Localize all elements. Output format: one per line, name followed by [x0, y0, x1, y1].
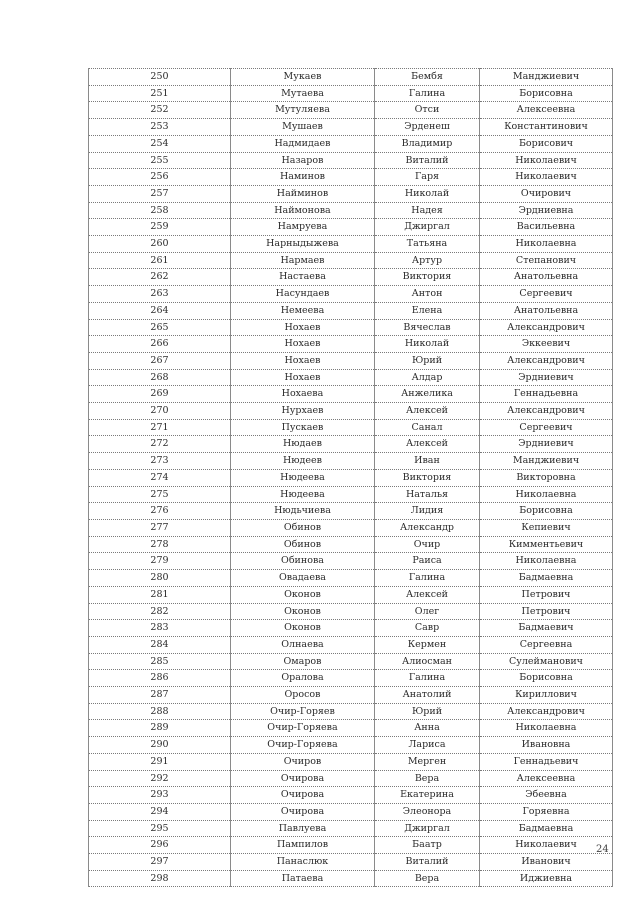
patronymic-cell: Кимментьевич [480, 536, 613, 553]
row-number-cell: 261 [89, 252, 231, 269]
patronymic-cell: Алексеевна [480, 770, 613, 787]
row-number-cell: 265 [89, 319, 231, 336]
row-number-cell: 297 [89, 854, 231, 871]
patronymic-cell: Александрович [480, 403, 613, 420]
first-name-cell: Элеонора [375, 803, 480, 820]
table-row [89, 570, 613, 587]
surname-cell: Нохаев [231, 336, 375, 353]
patronymic-cell: Сергеевна [480, 636, 613, 653]
patronymic-cell: Эрдниевна [480, 202, 613, 219]
table-row [89, 620, 613, 637]
patronymic-cell: Викторовна [480, 469, 613, 486]
surname-cell: Нюдеев [231, 453, 375, 470]
row-number-cell: 290 [89, 737, 231, 754]
patronymic-cell: Константинович [480, 119, 613, 136]
table-row [89, 720, 613, 737]
surname-cell: Настаева [231, 269, 375, 286]
patronymic-cell: Николаевич [480, 152, 613, 169]
surname-cell: Очир-Горяева [231, 720, 375, 737]
first-name-cell: Анна [375, 720, 480, 737]
table-row [89, 102, 613, 119]
first-name-cell: Мерген [375, 753, 480, 770]
first-name-cell: Вячеслав [375, 319, 480, 336]
patronymic-cell: Борисовна [480, 503, 613, 520]
row-number-cell: 279 [89, 553, 231, 570]
row-number-cell: 276 [89, 503, 231, 520]
table-row [89, 469, 613, 486]
row-number-cell: 284 [89, 636, 231, 653]
patronymic-cell: Борисович [480, 135, 613, 152]
row-number-cell: 272 [89, 436, 231, 453]
first-name-cell: Александр [375, 519, 480, 536]
surname-cell: Обинов [231, 519, 375, 536]
surname-cell: Найминов [231, 185, 375, 202]
patronymic-cell: Эбеевна [480, 787, 613, 804]
first-name-cell: Алексей [375, 436, 480, 453]
table-row [89, 85, 613, 102]
surname-cell: Очирова [231, 803, 375, 820]
surname-cell: Обинова [231, 553, 375, 570]
first-name-cell: Николай [375, 185, 480, 202]
surname-cell: Оросов [231, 687, 375, 704]
table-row [89, 737, 613, 754]
first-name-cell: Юрий [375, 352, 480, 369]
first-name-cell: Бембя [375, 69, 480, 86]
surname-cell: Пампилов [231, 837, 375, 854]
first-name-cell: Виктория [375, 469, 480, 486]
surname-cell: Очирова [231, 770, 375, 787]
first-name-cell: Алиосман [375, 653, 480, 670]
surname-cell: Надмидаев [231, 135, 375, 152]
surname-cell: Очир-Горяев [231, 703, 375, 720]
patronymic-cell: Анатольевна [480, 269, 613, 286]
surname-cell: Нурхаев [231, 403, 375, 420]
row-number-cell: 264 [89, 302, 231, 319]
table-row [89, 152, 613, 169]
patronymic-cell: Сергеевич [480, 419, 613, 436]
surname-cell: Овадаева [231, 570, 375, 587]
first-name-cell: Отси [375, 102, 480, 119]
patronymic-cell: Горяевна [480, 803, 613, 820]
row-number-cell: 295 [89, 820, 231, 837]
surname-cell: Обинов [231, 536, 375, 553]
row-number-cell: 266 [89, 336, 231, 353]
surname-cell: Насундаев [231, 286, 375, 303]
row-number-cell: 259 [89, 219, 231, 236]
patronymic-cell: Николаевич [480, 169, 613, 186]
row-number-cell: 270 [89, 403, 231, 420]
table-row [89, 119, 613, 136]
row-number-cell: 267 [89, 352, 231, 369]
surname-cell: Мутаева [231, 85, 375, 102]
patronymic-cell: Очирович [480, 185, 613, 202]
patronymic-cell: Николаевна [480, 553, 613, 570]
surname-cell: Патаева [231, 870, 375, 887]
row-number-cell: 288 [89, 703, 231, 720]
table-row [89, 870, 613, 887]
patronymic-cell: Сулейманович [480, 653, 613, 670]
row-number-cell: 257 [89, 185, 231, 202]
first-name-cell: Наталья [375, 486, 480, 503]
table-row [89, 352, 613, 369]
surname-cell: Мушаев [231, 119, 375, 136]
row-number-cell: 274 [89, 469, 231, 486]
patronymic-cell: Александрович [480, 319, 613, 336]
first-name-cell: Олег [375, 603, 480, 620]
surname-cell: Мутуляева [231, 102, 375, 119]
patronymic-cell: Алексеевна [480, 102, 613, 119]
patronymic-cell: Бадмаевич [480, 620, 613, 637]
first-name-cell: Алексей [375, 586, 480, 603]
patronymic-cell: Манджиевич [480, 453, 613, 470]
table-row [89, 687, 613, 704]
first-name-cell: Галина [375, 85, 480, 102]
surname-cell: Нохаев [231, 369, 375, 386]
surname-cell: Немеева [231, 302, 375, 319]
surname-cell: Очиров [231, 753, 375, 770]
table-row [89, 453, 613, 470]
row-number-cell: 263 [89, 286, 231, 303]
table-row [89, 269, 613, 286]
first-name-cell: Савр [375, 620, 480, 637]
first-name-cell: Баатр [375, 837, 480, 854]
first-name-cell: Владимир [375, 135, 480, 152]
row-number-cell: 298 [89, 870, 231, 887]
surname-cell: Павлуева [231, 820, 375, 837]
first-name-cell: Надея [375, 202, 480, 219]
patronymic-cell: Анатольевна [480, 302, 613, 319]
roster-table [88, 68, 613, 887]
table-row [89, 603, 613, 620]
patronymic-cell: Александрович [480, 352, 613, 369]
first-name-cell: Лариса [375, 737, 480, 754]
table-row [89, 837, 613, 854]
table-row [89, 586, 613, 603]
row-number-cell: 293 [89, 787, 231, 804]
first-name-cell: Джиргал [375, 820, 480, 837]
table-row [89, 854, 613, 871]
row-number-cell: 256 [89, 169, 231, 186]
patronymic-cell: Манджиевич [480, 69, 613, 86]
row-number-cell: 258 [89, 202, 231, 219]
row-number-cell: 273 [89, 453, 231, 470]
surname-cell: Пускаев [231, 419, 375, 436]
first-name-cell: Татьяна [375, 236, 480, 253]
table-row [89, 770, 613, 787]
patronymic-cell: Геннадьевич [480, 753, 613, 770]
table-row [89, 302, 613, 319]
first-name-cell: Юрий [375, 703, 480, 720]
table-row [89, 169, 613, 186]
first-name-cell: Раиса [375, 553, 480, 570]
first-name-cell: Николай [375, 336, 480, 353]
patronymic-cell: Борисовна [480, 670, 613, 687]
table-row [89, 69, 613, 86]
table-row [89, 503, 613, 520]
patronymic-cell: Иванович [480, 854, 613, 871]
table-row [89, 703, 613, 720]
first-name-cell: Анжелика [375, 386, 480, 403]
patronymic-cell: Эрдниевич [480, 436, 613, 453]
patronymic-cell: Геннадьевна [480, 386, 613, 403]
table-row [89, 386, 613, 403]
table-row [89, 369, 613, 386]
patronymic-cell: Петрович [480, 603, 613, 620]
first-name-cell: Санал [375, 419, 480, 436]
first-name-cell: Артур [375, 252, 480, 269]
table-row [89, 670, 613, 687]
patronymic-cell: Иджиевна [480, 870, 613, 887]
row-number-cell: 291 [89, 753, 231, 770]
row-number-cell: 277 [89, 519, 231, 536]
first-name-cell: Елена [375, 302, 480, 319]
surname-cell: Оконов [231, 603, 375, 620]
first-name-cell: Анатолий [375, 687, 480, 704]
table-row [89, 336, 613, 353]
first-name-cell: Вера [375, 870, 480, 887]
row-number-cell: 253 [89, 119, 231, 136]
row-number-cell: 254 [89, 135, 231, 152]
surname-cell: Мукаев [231, 69, 375, 86]
first-name-cell: Галина [375, 670, 480, 687]
surname-cell: Нюдеева [231, 486, 375, 503]
table-row [89, 403, 613, 420]
surname-cell: Назаров [231, 152, 375, 169]
table-row [89, 252, 613, 269]
surname-cell: Нохаева [231, 386, 375, 403]
row-number-cell: 281 [89, 586, 231, 603]
row-number-cell: 251 [89, 85, 231, 102]
surname-cell: Нохаев [231, 352, 375, 369]
row-number-cell: 255 [89, 152, 231, 169]
patronymic-cell: Николаевна [480, 720, 613, 737]
table-row [89, 536, 613, 553]
first-name-cell: Екатерина [375, 787, 480, 804]
surname-cell: Нохаев [231, 319, 375, 336]
first-name-cell: Эрденеш [375, 119, 480, 136]
table-row [89, 820, 613, 837]
row-number-cell: 250 [89, 69, 231, 86]
patronymic-cell: Петрович [480, 586, 613, 603]
table-row [89, 202, 613, 219]
table-row [89, 236, 613, 253]
table-row [89, 787, 613, 804]
surname-cell: Нюдеева [231, 469, 375, 486]
surname-cell: Оконов [231, 620, 375, 637]
surname-cell: Наминов [231, 169, 375, 186]
surname-cell: Панаслюк [231, 854, 375, 871]
first-name-cell: Антон [375, 286, 480, 303]
patronymic-cell: Кириллович [480, 687, 613, 704]
patronymic-cell: Николаевич [480, 837, 613, 854]
surname-cell: Наймонова [231, 202, 375, 219]
patronymic-cell: Бадмаевна [480, 570, 613, 587]
page-number: 24 [596, 844, 609, 855]
row-number-cell: 269 [89, 386, 231, 403]
surname-cell: Намруева [231, 219, 375, 236]
table-row [89, 519, 613, 536]
patronymic-cell: Эрдниевич [480, 369, 613, 386]
row-number-cell: 283 [89, 620, 231, 637]
table-row [89, 753, 613, 770]
surname-cell: Нюдаев [231, 436, 375, 453]
patronymic-cell: Александрович [480, 703, 613, 720]
patronymic-cell: Ивановна [480, 737, 613, 754]
patronymic-cell: Николаевна [480, 236, 613, 253]
surname-cell: Олнаева [231, 636, 375, 653]
surname-cell: Оконов [231, 586, 375, 603]
row-number-cell: 275 [89, 486, 231, 503]
patronymic-cell: Кепиевич [480, 519, 613, 536]
first-name-cell: Джиргал [375, 219, 480, 236]
first-name-cell: Кермен [375, 636, 480, 653]
table-row [89, 135, 613, 152]
row-number-cell: 252 [89, 102, 231, 119]
row-number-cell: 292 [89, 770, 231, 787]
table-row [89, 319, 613, 336]
row-number-cell: 260 [89, 236, 231, 253]
first-name-cell: Галина [375, 570, 480, 587]
surname-cell: Омаров [231, 653, 375, 670]
surname-cell: Нюдьчиева [231, 503, 375, 520]
surname-cell: Нармаев [231, 252, 375, 269]
patronymic-cell: Николаевна [480, 486, 613, 503]
first-name-cell: Гаря [375, 169, 480, 186]
table-row [89, 653, 613, 670]
row-number-cell: 268 [89, 369, 231, 386]
row-number-cell: 296 [89, 837, 231, 854]
first-name-cell: Лидия [375, 503, 480, 520]
table-row [89, 553, 613, 570]
row-number-cell: 280 [89, 570, 231, 587]
first-name-cell: Вера [375, 770, 480, 787]
table-row [89, 185, 613, 202]
first-name-cell: Виталий [375, 152, 480, 169]
first-name-cell: Виктория [375, 269, 480, 286]
table-row [89, 286, 613, 303]
row-number-cell: 289 [89, 720, 231, 737]
row-number-cell: 282 [89, 603, 231, 620]
row-number-cell: 286 [89, 670, 231, 687]
patronymic-cell: Борисовна [480, 85, 613, 102]
patronymic-cell: Бадмаевна [480, 820, 613, 837]
surname-cell: Нарныдыжева [231, 236, 375, 253]
row-number-cell: 285 [89, 653, 231, 670]
table-row [89, 803, 613, 820]
first-name-cell: Виталий [375, 854, 480, 871]
surname-cell: Оралова [231, 670, 375, 687]
table-row [89, 219, 613, 236]
first-name-cell: Алексей [375, 403, 480, 420]
patronymic-cell: Васильевна [480, 219, 613, 236]
first-name-cell: Алдар [375, 369, 480, 386]
patronymic-cell: Сергеевич [480, 286, 613, 303]
row-number-cell: 287 [89, 687, 231, 704]
first-name-cell: Очир [375, 536, 480, 553]
table-row [89, 486, 613, 503]
table-row [89, 436, 613, 453]
surname-cell: Очирова [231, 787, 375, 804]
patronymic-cell: Степанович [480, 252, 613, 269]
patronymic-cell: Эккеевич [480, 336, 613, 353]
table-row [89, 636, 613, 653]
table-row [89, 419, 613, 436]
row-number-cell: 262 [89, 269, 231, 286]
row-number-cell: 271 [89, 419, 231, 436]
row-number-cell: 294 [89, 803, 231, 820]
first-name-cell: Иван [375, 453, 480, 470]
surname-cell: Очир-Горяева [231, 737, 375, 754]
roster-table-body [89, 69, 613, 887]
row-number-cell: 278 [89, 536, 231, 553]
